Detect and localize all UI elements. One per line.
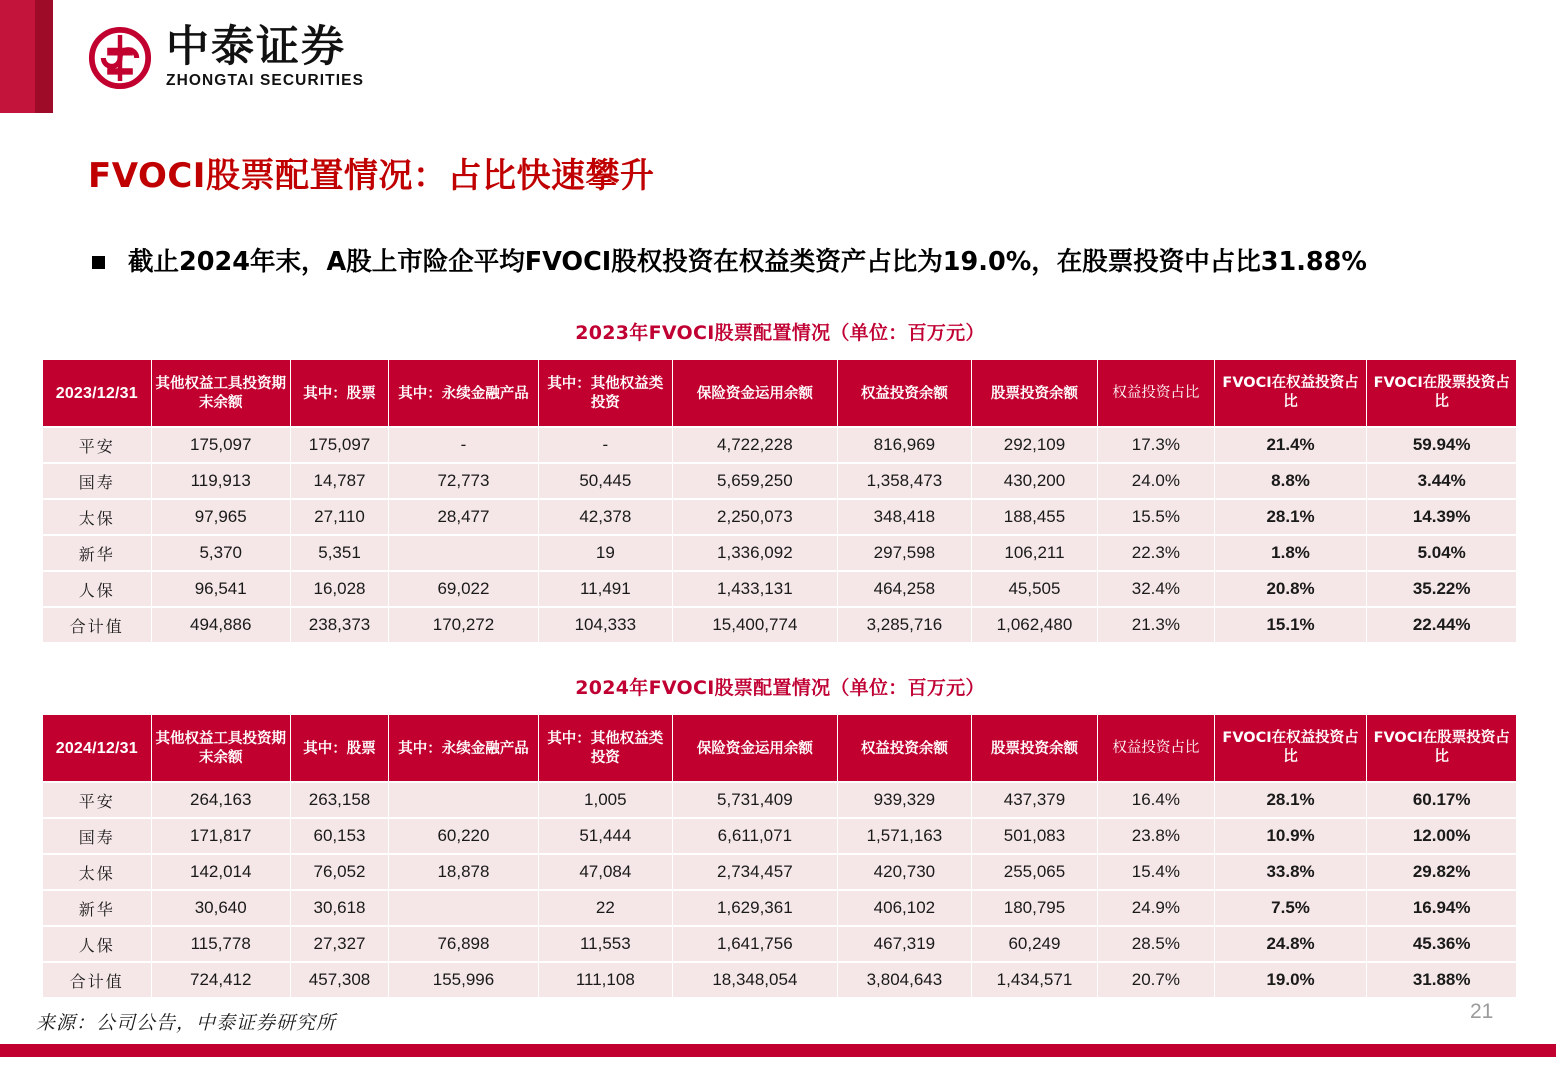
row-label: 太保 — [43, 500, 151, 534]
cell: - — [389, 428, 538, 462]
cell: 60.17% — [1367, 783, 1516, 817]
cell: 1,336,092 — [673, 536, 837, 570]
brand-name-cn: 中泰证券 — [166, 22, 346, 72]
table-row-total — [43, 608, 1516, 642]
cell: 5,370 — [152, 536, 290, 570]
cell: 180,795 — [972, 891, 1097, 925]
cell: 15.1% — [1215, 608, 1367, 642]
brand-wordmark — [166, 24, 364, 90]
cell: 724,412 — [152, 963, 290, 997]
cell: 72,773 — [389, 464, 538, 498]
col-header-of-which-other-equity: 其中：其他权益类投资 — [539, 715, 672, 781]
cell: 437,379 — [972, 783, 1097, 817]
cell: 5,731,409 — [673, 783, 837, 817]
cell: 3,285,716 — [838, 608, 971, 642]
cell: 263,158 — [291, 783, 388, 817]
col-header-stock-investment-balance: 股票投资余额 — [972, 715, 1097, 781]
cell: 19 — [539, 536, 672, 570]
cell: 23.8% — [1098, 819, 1214, 853]
page-title: FVOCI股票配置情况：占比快速攀升 — [88, 156, 655, 196]
cell: 31.88% — [1367, 963, 1516, 997]
cell — [389, 891, 538, 925]
cell: 501,083 — [972, 819, 1097, 853]
cell: 28,477 — [389, 500, 538, 534]
cell: 238,373 — [291, 608, 388, 642]
table-header-row — [43, 715, 1516, 781]
cell: 20.7% — [1098, 963, 1214, 997]
cell: 264,163 — [152, 783, 290, 817]
cell: 29.82% — [1367, 855, 1516, 889]
table-1-body — [43, 428, 1516, 642]
col-header-insurance-funds-balance: 保险资金运用余额 — [673, 360, 837, 426]
table-2-header — [43, 715, 1516, 781]
row-label: 合计值 — [43, 608, 151, 642]
table-1-caption: 2023年FVOCI股票配置情况（单位：百万元） — [575, 322, 985, 344]
table-1-header — [43, 360, 1516, 426]
cell: 111,108 — [539, 963, 672, 997]
cell: 97,965 — [152, 500, 290, 534]
cell: 5,659,250 — [673, 464, 837, 498]
cell: 5.04% — [1367, 536, 1516, 570]
row-label: 新华 — [43, 891, 151, 925]
cell: 155,996 — [389, 963, 538, 997]
cell: 420,730 — [838, 855, 971, 889]
cell: 297,598 — [838, 536, 971, 570]
table-row — [43, 536, 1516, 570]
table-row — [43, 891, 1516, 925]
row-label: 合计值 — [43, 963, 151, 997]
cell: 19.0% — [1215, 963, 1367, 997]
cell: 30,640 — [152, 891, 290, 925]
row-label: 新华 — [43, 536, 151, 570]
col-header-of-which-stocks: 其中：股票 — [291, 715, 388, 781]
cell: 21.4% — [1215, 428, 1367, 462]
cell: 28.1% — [1215, 783, 1367, 817]
cell: 59.94% — [1367, 428, 1516, 462]
cell: 175,097 — [291, 428, 388, 462]
cell: 430,200 — [972, 464, 1097, 498]
cell: 175,097 — [152, 428, 290, 462]
col-header-equity-investment-balance: 权益投资余额 — [838, 360, 971, 426]
brand-name-en: ZHONGTAI SECURITIES — [166, 72, 365, 89]
cell — [389, 536, 538, 570]
table-row — [43, 927, 1516, 961]
col-header-equity-investment-ratio: 权益投资占比 — [1098, 360, 1214, 426]
fvoci-table-2023 — [42, 358, 1517, 644]
cell: 494,886 — [152, 608, 290, 642]
cell: 14,787 — [291, 464, 388, 498]
col-header-equity-investment-ratio: 权益投资占比 — [1098, 715, 1214, 781]
cell: 1,358,473 — [838, 464, 971, 498]
cell: 60,153 — [291, 819, 388, 853]
cell: 4,722,228 — [673, 428, 837, 462]
cell: 6,611,071 — [673, 819, 837, 853]
cell: 115,778 — [152, 927, 290, 961]
cell: 69,022 — [389, 572, 538, 606]
bullet-paragraph — [92, 243, 1482, 281]
col-header-date: 2024/12/31 — [43, 715, 151, 781]
col-header-oci-equity-balance: 其他权益工具投资期末余额 — [152, 360, 290, 426]
cell: 255,065 — [972, 855, 1097, 889]
col-header-of-which-stocks: 其中：股票 — [291, 360, 388, 426]
cell: 45,505 — [972, 572, 1097, 606]
table-row — [43, 855, 1516, 889]
cell: 2,250,073 — [673, 500, 837, 534]
cell: 76,898 — [389, 927, 538, 961]
cell: 33.8% — [1215, 855, 1367, 889]
cell: 1,571,163 — [838, 819, 971, 853]
cell: 12.00% — [1367, 819, 1516, 853]
cell: 15.4% — [1098, 855, 1214, 889]
table-2-body — [43, 783, 1516, 997]
cell: 47,084 — [539, 855, 672, 889]
cell: 142,014 — [152, 855, 290, 889]
row-label: 人保 — [43, 927, 151, 961]
cell: 406,102 — [838, 891, 971, 925]
cell: 1,629,361 — [673, 891, 837, 925]
cell: 27,110 — [291, 500, 388, 534]
cell: 16.4% — [1098, 783, 1214, 817]
row-label: 平安 — [43, 783, 151, 817]
cell: 50,445 — [539, 464, 672, 498]
cell: 1.8% — [1215, 536, 1367, 570]
col-header-stock-investment-balance: 股票投资余额 — [972, 360, 1097, 426]
cell: 348,418 — [838, 500, 971, 534]
cell: 60,220 — [389, 819, 538, 853]
source-note: 来源：公司公告，中泰证券研究所 — [36, 1012, 337, 1034]
col-header-of-which-perpetual: 其中：永续金融产品 — [389, 715, 538, 781]
cell: 15.5% — [1098, 500, 1214, 534]
cell: 5,351 — [291, 536, 388, 570]
cell: 28.1% — [1215, 500, 1367, 534]
cell: 1,005 — [539, 783, 672, 817]
cell: 1,434,571 — [972, 963, 1097, 997]
cell: 464,258 — [838, 572, 971, 606]
cell: 24.9% — [1098, 891, 1214, 925]
square-bullet-icon — [92, 256, 105, 269]
cell: 18,348,054 — [673, 963, 837, 997]
cell: 18,878 — [389, 855, 538, 889]
cell: 17.3% — [1098, 428, 1214, 462]
cell: 22.44% — [1367, 608, 1516, 642]
cell: 1,062,480 — [972, 608, 1097, 642]
cell: 939,329 — [838, 783, 971, 817]
col-header-of-which-perpetual: 其中：永续金融产品 — [389, 360, 538, 426]
cell: 35.22% — [1367, 572, 1516, 606]
cell: 96,541 — [152, 572, 290, 606]
cell: 60,249 — [972, 927, 1097, 961]
cell: 14.39% — [1367, 500, 1516, 534]
row-label: 平安 — [43, 428, 151, 462]
zhongtai-circle-logo-icon — [88, 26, 152, 90]
col-header-insurance-funds-balance: 保险资金运用余额 — [673, 715, 837, 781]
col-header-date: 2023/12/31 — [43, 360, 151, 426]
table-row — [43, 572, 1516, 606]
cell: 42,378 — [539, 500, 672, 534]
cell: 16,028 — [291, 572, 388, 606]
cell: 3,804,643 — [838, 963, 971, 997]
cell: 21.3% — [1098, 608, 1214, 642]
cell: 7.5% — [1215, 891, 1367, 925]
cell: 11,553 — [539, 927, 672, 961]
left-accent-band-dark — [35, 0, 53, 113]
cell: 3.44% — [1367, 464, 1516, 498]
cell: 170,272 — [389, 608, 538, 642]
table-row — [43, 428, 1516, 462]
table-row — [43, 819, 1516, 853]
cell: 457,308 — [291, 963, 388, 997]
row-label: 国寿 — [43, 819, 151, 853]
row-label: 太保 — [43, 855, 151, 889]
brand-logo — [88, 24, 364, 90]
cell: 76,052 — [291, 855, 388, 889]
row-label: 人保 — [43, 572, 151, 606]
cell: 16.94% — [1367, 891, 1516, 925]
col-header-equity-investment-balance: 权益投资余额 — [838, 715, 971, 781]
table-row — [43, 500, 1516, 534]
col-header-oci-equity-balance: 其他权益工具投资期末余额 — [152, 715, 290, 781]
cell: 171,817 — [152, 819, 290, 853]
page-number: 21 — [1470, 1000, 1494, 1023]
col-header-fvoci-in-stock-ratio: FVOCI在股票投资占比 — [1367, 715, 1516, 781]
cell: 1,433,131 — [673, 572, 837, 606]
bullet-text: 截止2024年末，A股上市险企平均FVOCI股权投资在权益类资产占比为19.0%，在股票投资中占比31.88% — [128, 247, 1367, 277]
table-row-total — [43, 963, 1516, 997]
cell: 1,641,756 — [673, 927, 837, 961]
cell: 467,319 — [838, 927, 971, 961]
cell: 188,455 — [972, 500, 1097, 534]
cell: 28.5% — [1098, 927, 1214, 961]
table-2-caption: 2024年FVOCI股票配置情况（单位：百万元） — [575, 677, 985, 699]
cell: 32.4% — [1098, 572, 1214, 606]
cell: 45.36% — [1367, 927, 1516, 961]
cell: 104,333 — [539, 608, 672, 642]
cell: 22 — [539, 891, 672, 925]
cell: 292,109 — [972, 428, 1097, 462]
col-header-of-which-other-equity: 其中：其他权益类投资 — [539, 360, 672, 426]
left-accent-band-bright — [0, 0, 35, 113]
table-row — [43, 783, 1516, 817]
col-header-fvoci-in-equity-ratio: FVOCI在权益投资占比 — [1215, 360, 1367, 426]
cell: 816,969 — [838, 428, 971, 462]
cell: 15,400,774 — [673, 608, 837, 642]
cell — [389, 783, 538, 817]
cell: 24.8% — [1215, 927, 1367, 961]
cell: 22.3% — [1098, 536, 1214, 570]
cell: 8.8% — [1215, 464, 1367, 498]
row-label: 国寿 — [43, 464, 151, 498]
cell: 20.8% — [1215, 572, 1367, 606]
cell: - — [539, 428, 672, 462]
cell: 24.0% — [1098, 464, 1214, 498]
cell: 51,444 — [539, 819, 672, 853]
cell: 2,734,457 — [673, 855, 837, 889]
fvoci-table-2024 — [42, 713, 1517, 999]
table-header-row — [43, 360, 1516, 426]
bottom-accent-bar — [0, 1044, 1556, 1057]
col-header-fvoci-in-equity-ratio: FVOCI在权益投资占比 — [1215, 715, 1367, 781]
cell: 10.9% — [1215, 819, 1367, 853]
cell: 11,491 — [539, 572, 672, 606]
cell: 119,913 — [152, 464, 290, 498]
cell: 30,618 — [291, 891, 388, 925]
cell: 27,327 — [291, 927, 388, 961]
cell: 106,211 — [972, 536, 1097, 570]
col-header-fvoci-in-stock-ratio: FVOCI在股票投资占比 — [1367, 360, 1516, 426]
table-row — [43, 464, 1516, 498]
